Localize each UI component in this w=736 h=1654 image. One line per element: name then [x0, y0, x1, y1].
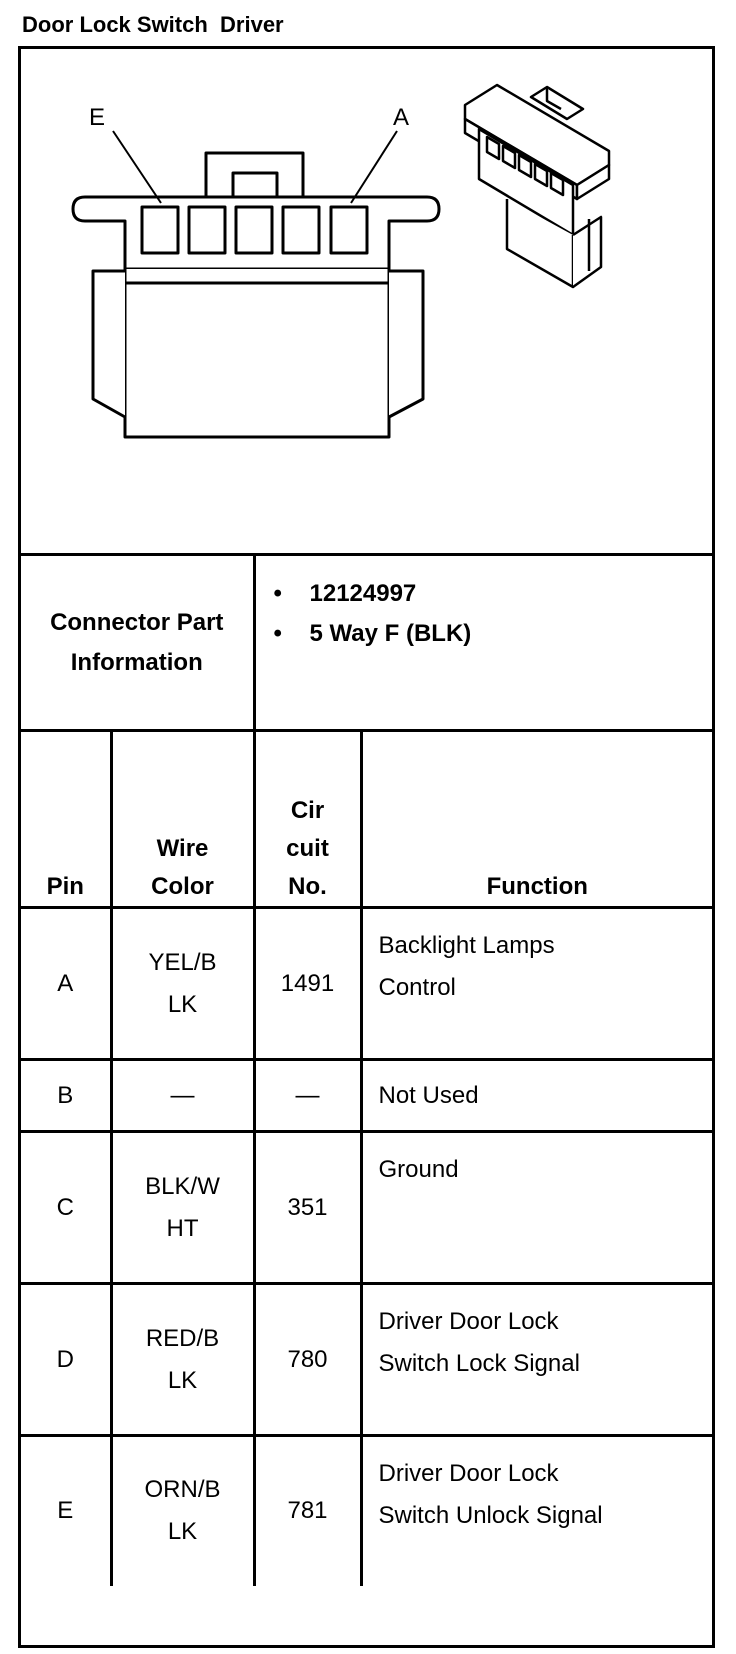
wing-right: [389, 271, 423, 417]
pin-cell: C: [21, 1132, 111, 1284]
table-row: [21, 1284, 712, 1436]
connector-body: [125, 269, 389, 437]
circuit-cell: 351: [254, 1132, 361, 1284]
cavity-c: [236, 207, 272, 253]
function-cell: Not Used: [361, 1060, 712, 1132]
connector-diagram: [21, 49, 712, 553]
pin-label-e: E: [89, 104, 106, 131]
function-cell: Driver Door Lock Switch Lock Signal: [361, 1284, 712, 1436]
connector-iso-view: [465, 85, 609, 287]
cavity-e: [142, 207, 178, 253]
wire-color-cell: —: [111, 1060, 254, 1132]
table-row: [21, 1132, 712, 1284]
part-description: • 5 Way F (BLK): [273, 620, 472, 647]
part-info-values: [254, 555, 712, 731]
page-title: Door Lock Switch Driver: [22, 12, 284, 37]
connector-frame: [18, 46, 715, 1648]
pin-cell: D: [21, 1284, 111, 1436]
function-cell: Backlight Lamps Control: [361, 908, 712, 1060]
header-function: Function: [361, 731, 712, 908]
pin-cell: A: [21, 908, 111, 1060]
function-cell: Ground: [361, 1132, 712, 1284]
header-wire-color: Wire Color: [111, 731, 254, 908]
pin-cell: E: [21, 1436, 111, 1586]
table-row: [21, 1436, 712, 1586]
pin-cell: B: [21, 1060, 111, 1132]
cavity-b: [283, 207, 319, 253]
cavity-d: [189, 207, 225, 253]
part-info-row: [21, 555, 712, 731]
part-info-label: [21, 555, 254, 731]
function-cell: Driver Door Lock Switch Unlock Signal: [361, 1436, 712, 1586]
wire-color-cell: ORN/B LK: [111, 1436, 254, 1586]
table-row: [21, 908, 712, 1060]
cavity-a: [331, 207, 367, 253]
wire-color-cell: YEL/B LK: [111, 908, 254, 1060]
wing-left: [93, 271, 125, 417]
table-header: [21, 731, 712, 908]
pinout-table: [21, 553, 712, 1586]
header-circuit: Cir cuit No.: [254, 731, 361, 908]
wire-color-cell: BLK/W HT: [111, 1132, 254, 1284]
table-row: [21, 1060, 712, 1132]
circuit-cell: —: [254, 1060, 361, 1132]
header-pin: Pin: [21, 731, 111, 908]
part-info-label-line2: Information: [70, 648, 203, 676]
part-number: • 12124997: [273, 580, 417, 607]
part-info-label-line1: Connector Part: [50, 608, 224, 636]
circuit-cell: 780: [254, 1284, 361, 1436]
circuit-cell: 1491: [254, 908, 361, 1060]
wire-color-cell: RED/B LK: [111, 1284, 254, 1436]
latch-top: [206, 153, 303, 197]
pin-label-a: A: [393, 104, 410, 131]
circuit-cell: 781: [254, 1436, 361, 1586]
